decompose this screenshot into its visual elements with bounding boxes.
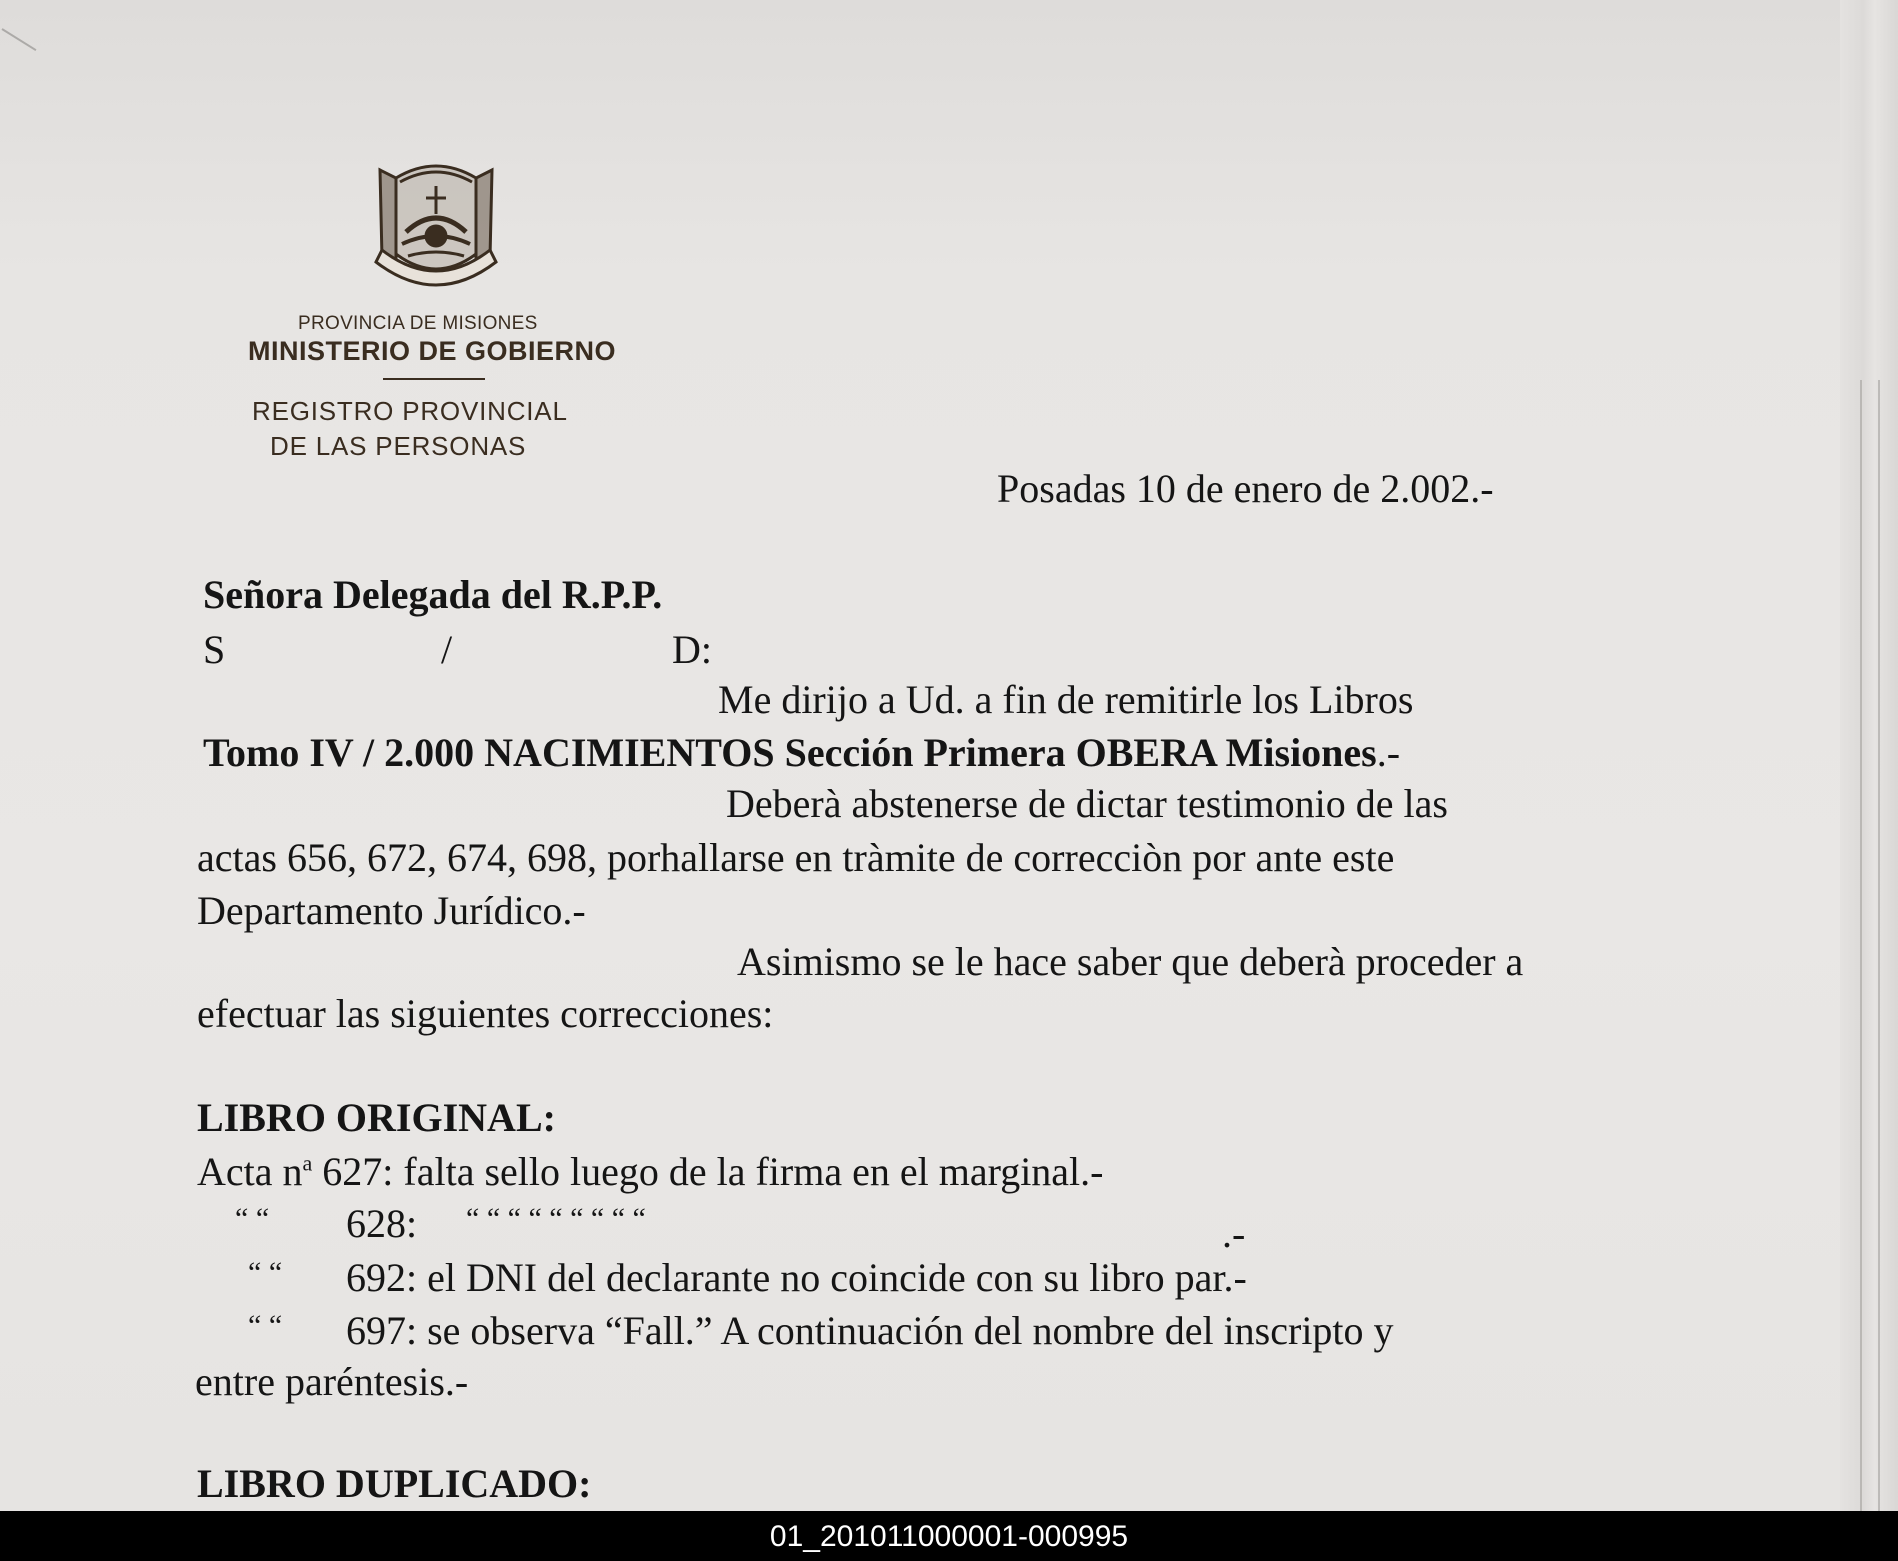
ditto-marks: “ “ [248, 1309, 283, 1342]
scan-id: 01_201011000001-000995 [769, 1520, 1129, 1553]
ditto-marks: “ “ [235, 1202, 270, 1235]
acta-628-number: 628: [346, 1201, 418, 1246]
paragraph3-line2: efectuar las siguientes correcciones: [197, 991, 774, 1036]
paragraph1-line2 [203, 730, 1401, 775]
acta-697-continued: entre paréntesis.- [195, 1359, 469, 1404]
book-reference: Tomo IV / 2.000 NACIMIENTOS Sección Primera OBERA Misiones [203, 730, 1377, 775]
paper-corner-fold [1, 28, 36, 51]
paragraph3-line1: Asimismo se le hace saber que deberà proceder a [737, 939, 1524, 984]
section-title-original: LIBRO ORIGINAL: [197, 1095, 556, 1140]
acta-prefix: Acta n [197, 1149, 303, 1194]
header-province: PROVINCIA DE MISIONES [298, 313, 538, 334]
ditto-marks: “ “ [248, 1256, 283, 1289]
paper-edge-line [1860, 380, 1862, 1511]
paragraph2-line1: Deberà abstenerse de dictar testimonio de las [726, 781, 1448, 826]
salutation-d: D: [672, 627, 712, 672]
letter-addressee: Señora Delegada del R.P.P. [203, 572, 663, 617]
acta-692: 692: el DNI del declarante no coincide con su libro par.- [346, 1255, 1247, 1300]
salutation-s: S [203, 627, 226, 672]
header-registry-line2: DE LAS PERSONAS [270, 431, 527, 461]
section-title-duplicado: LIBRO DUPLICADO: [197, 1461, 592, 1506]
header-ministry: MINISTERIO DE GOBIERNO [248, 336, 617, 366]
paragraph2-line3: Departamento Jurídico.- [197, 888, 586, 933]
provincia-de-misiones-seal-icon [366, 158, 506, 294]
book-reference-end: .- [1376, 730, 1401, 775]
header-registry-line1: REGISTRO PROVINCIAL [252, 396, 568, 426]
acta-627 [197, 1149, 1104, 1194]
paper-edge-line [1878, 380, 1880, 1511]
salutation-slash: / [441, 627, 453, 672]
acta-superscript: a [302, 1150, 313, 1176]
paper-right-edge [1840, 0, 1898, 1511]
header-divider [383, 378, 485, 380]
acta-697: 697: se observa “Fall.” A continuación del nombre del inscripto y [346, 1308, 1394, 1353]
paragraph2-line2: actas 656, 672, 674, 698, porhallarse en tràmite de correcciòn por ante este [197, 835, 1395, 880]
acta-628-ditto-row: “ “ “ “ “ “ “ “ “ [466, 1202, 646, 1235]
paragraph1-line1: Me dirijo a Ud. a fin de remitirle los Libros [718, 677, 1414, 722]
letter-date: Posadas 10 de enero de 2.002.- [997, 466, 1494, 511]
acta-628-end: .- [1222, 1211, 1246, 1256]
scan-id-bar [0, 1511, 1898, 1561]
acta-627-text: 627: falta sello luego de la firma en el marginal.- [312, 1149, 1104, 1194]
